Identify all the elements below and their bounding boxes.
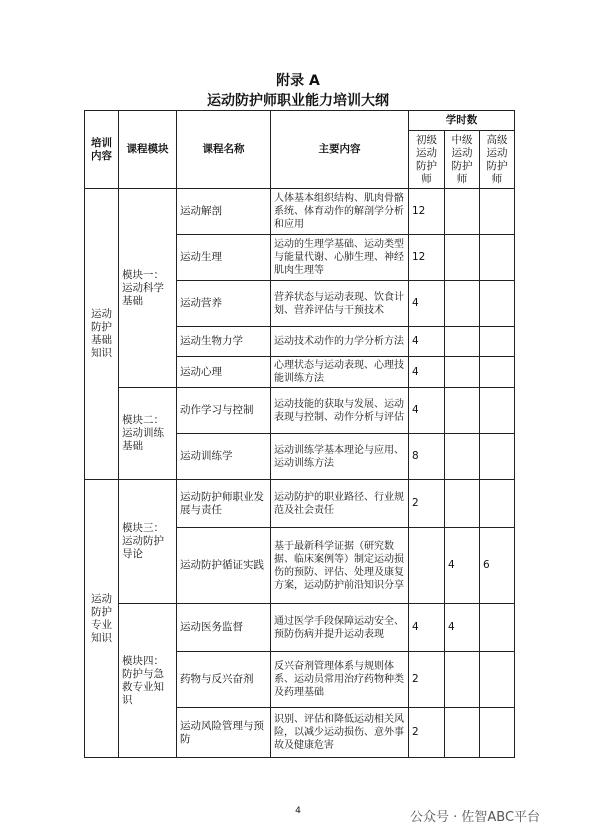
page-number: 4 bbox=[295, 806, 301, 816]
header-level-senior: 高级运动防护师 bbox=[480, 131, 515, 189]
course-content: 人体基本组织结构、肌肉骨骼系统、体育动作的解剖学分析和应用 bbox=[271, 189, 409, 235]
hours-intermediate bbox=[445, 480, 480, 528]
course-name: 运动医务监督 bbox=[177, 604, 271, 652]
hours-senior bbox=[480, 480, 515, 528]
watermark: 公众号 · 佐智ABC平台 bbox=[410, 810, 541, 825]
header-module: 课程模块 bbox=[119, 111, 177, 189]
hours-junior: 2 bbox=[409, 652, 445, 708]
hours-intermediate bbox=[445, 281, 480, 327]
course-content: 运动的生理学基础、运动类型与能量代谢、心肺生理、神经肌肉生理等 bbox=[271, 235, 409, 281]
hours-junior bbox=[409, 528, 445, 604]
course-content: 运动训练学基本理论与应用、运动训练方法 bbox=[271, 434, 409, 480]
training-outline-table bbox=[84, 110, 515, 758]
course-content: 营养状态与运动表现、饮食计划、营养评估与干预技术 bbox=[271, 281, 409, 327]
module-cell: 模块二：运动训练基础 bbox=[119, 388, 177, 480]
hours-junior: 12 bbox=[409, 189, 445, 235]
course-name: 运动生理 bbox=[177, 235, 271, 281]
header-main: 主要内容 bbox=[271, 111, 409, 189]
module-cell: 模块一：运动科学基础 bbox=[119, 189, 177, 388]
header-row bbox=[85, 111, 515, 131]
hours-senior bbox=[480, 189, 515, 235]
hours-intermediate bbox=[445, 235, 480, 281]
course-name: 药物与反兴奋剂 bbox=[177, 652, 271, 708]
course-name: 运动防护师职业发展与责任 bbox=[177, 480, 271, 528]
appendix-title: 附录 A bbox=[276, 73, 320, 89]
hours-junior: 4 bbox=[409, 388, 445, 434]
document-title: 运动防护师职业能力培训大纲 bbox=[207, 93, 389, 109]
hours-intermediate: 4 bbox=[445, 604, 480, 652]
course-name: 运动防护循证实践 bbox=[177, 528, 271, 604]
hours-intermediate bbox=[445, 708, 480, 758]
header-course: 课程名称 bbox=[177, 111, 271, 189]
hours-junior: 8 bbox=[409, 434, 445, 480]
category-cell: 运动防护专业知识 bbox=[85, 480, 119, 758]
hours-junior: 4 bbox=[409, 604, 445, 652]
table-row bbox=[85, 480, 515, 528]
hours-intermediate bbox=[445, 388, 480, 434]
course-name: 动作学习与控制 bbox=[177, 388, 271, 434]
table-row bbox=[85, 189, 515, 235]
hours-junior: 4 bbox=[409, 281, 445, 327]
category-cell: 运动防护基础知识 bbox=[85, 189, 119, 480]
header-hours: 学时数 bbox=[409, 111, 515, 131]
hours-junior: 4 bbox=[409, 357, 445, 388]
hours-senior bbox=[480, 327, 515, 357]
title-block bbox=[0, 72, 596, 110]
course-content: 运动技术动作的力学分析方法 bbox=[271, 327, 409, 357]
hours-intermediate: 4 bbox=[445, 528, 480, 604]
course-name: 运动风险管理与预防 bbox=[177, 708, 271, 758]
hours-junior: 2 bbox=[409, 480, 445, 528]
hours-senior bbox=[480, 604, 515, 652]
course-content: 通过医学手段保障运动安全、预防伤病并提升运动表现 bbox=[271, 604, 409, 652]
hours-intermediate bbox=[445, 357, 480, 388]
header-level-junior: 初级运动防护师 bbox=[409, 131, 445, 189]
hours-intermediate bbox=[445, 189, 480, 235]
hours-junior: 2 bbox=[409, 708, 445, 758]
header-content: 培训内容 bbox=[85, 111, 119, 189]
course-content: 运动防护的职业路径、行业规范及社会责任 bbox=[271, 480, 409, 528]
hours-junior: 12 bbox=[409, 235, 445, 281]
course-content: 心理状态与运动表现、心理技能训练方法 bbox=[271, 357, 409, 388]
hours-junior: 4 bbox=[409, 327, 445, 357]
course-content: 反兴奋剂管理体系与规则体系、运动员常用治疗药物种类及药理基础 bbox=[271, 652, 409, 708]
hours-intermediate bbox=[445, 434, 480, 480]
course-name: 运动生物力学 bbox=[177, 327, 271, 357]
module-cell: 模块三：运动防护导论 bbox=[119, 480, 177, 604]
course-content: 运动技能的获取与发展、运动表现与控制、动作分析与评估 bbox=[271, 388, 409, 434]
course-name: 运动心理 bbox=[177, 357, 271, 388]
hours-senior bbox=[480, 708, 515, 758]
module-cell: 模块四：防护与急救专业知识 bbox=[119, 604, 177, 758]
hours-intermediate bbox=[445, 652, 480, 708]
header-level-intermediate: 中级运动防护师 bbox=[445, 131, 480, 189]
hours-intermediate bbox=[445, 327, 480, 357]
hours-senior bbox=[480, 652, 515, 708]
hours-senior bbox=[480, 357, 515, 388]
course-content: 基于最新科学证据（研究数据、临床案例等）制定运动损伤的预防、评估、处理及康复方案，运动防护前沿知识分享 bbox=[271, 528, 409, 604]
hours-senior bbox=[480, 388, 515, 434]
hours-senior: 6 bbox=[480, 528, 515, 604]
hours-senior bbox=[480, 434, 515, 480]
course-name: 运动解剖 bbox=[177, 189, 271, 235]
course-content: 识别、评估和降低运动相关风险，以减少运动损伤、意外事故及健康危害 bbox=[271, 708, 409, 758]
table-row bbox=[85, 604, 515, 652]
table-row bbox=[85, 388, 515, 434]
course-name: 运动训练学 bbox=[177, 434, 271, 480]
hours-senior bbox=[480, 235, 515, 281]
hours-senior bbox=[480, 281, 515, 327]
course-name: 运动营养 bbox=[177, 281, 271, 327]
